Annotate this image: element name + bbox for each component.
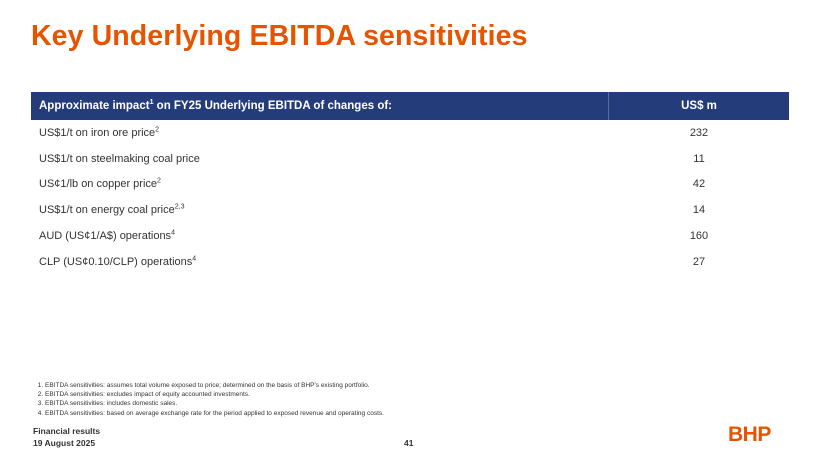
footer-date: 19 August 2025 [33,438,96,448]
row-label: US$1/t on energy coal price$^{2,3}$ [39,203,185,217]
row-label: US¢1/lb on copper price$^2$ [39,177,161,191]
header-impact: Approximate impact$^1$ on FY25 Underlying EBITDA of changes of: [39,99,393,112]
row-label: US$1/t on iron ore price$^2$ [39,126,160,139]
row-value: 42 [692,178,706,191]
page-title: Key Underlying EBITDA sensitivities [31,20,528,52]
page-number: 41 [404,438,414,448]
footnote: 2. EBITDA sensitivities: excludes impact of equity accounted investments. [45,390,384,399]
footnotes [33,381,384,418]
header-usd: US$ m [608,92,789,120]
footnote: 3. EBITDA sensitivities: includes domestic sales. [45,399,384,408]
table-row [31,249,789,275]
row-label: US$1/t on steelmaking coal price [39,152,200,165]
row-label: CLP (US¢0.10/CLP) operations$^4$ [39,255,197,268]
row-value: 160 [689,230,709,243]
row-value: 14 [692,204,706,217]
table-row [31,172,789,198]
footnote: 1. EBITDA sensitivities: assumes total volume exposed to price; determined on the basis of BHP's existing portfolio. [45,381,384,390]
table-row [31,120,789,146]
row-label: AUD (US¢1/A$) operations$^4$ [39,229,175,243]
footer-label [33,425,100,449]
footnote: 4. EBITDA sensitivities: based on average exchange rate for the period applied to exposed revenue and operating costs. [45,409,384,418]
sensitivities-table [31,92,789,275]
row-value: 27 [692,255,706,268]
table-header [31,92,789,120]
row-value: 232 [689,126,709,139]
table-row [31,197,789,223]
table-row [31,223,789,249]
bhp-logo: BHP [728,423,771,446]
footer-title: Financial results [33,426,101,436]
row-value: 11 [693,152,705,165]
table-row [31,146,789,172]
